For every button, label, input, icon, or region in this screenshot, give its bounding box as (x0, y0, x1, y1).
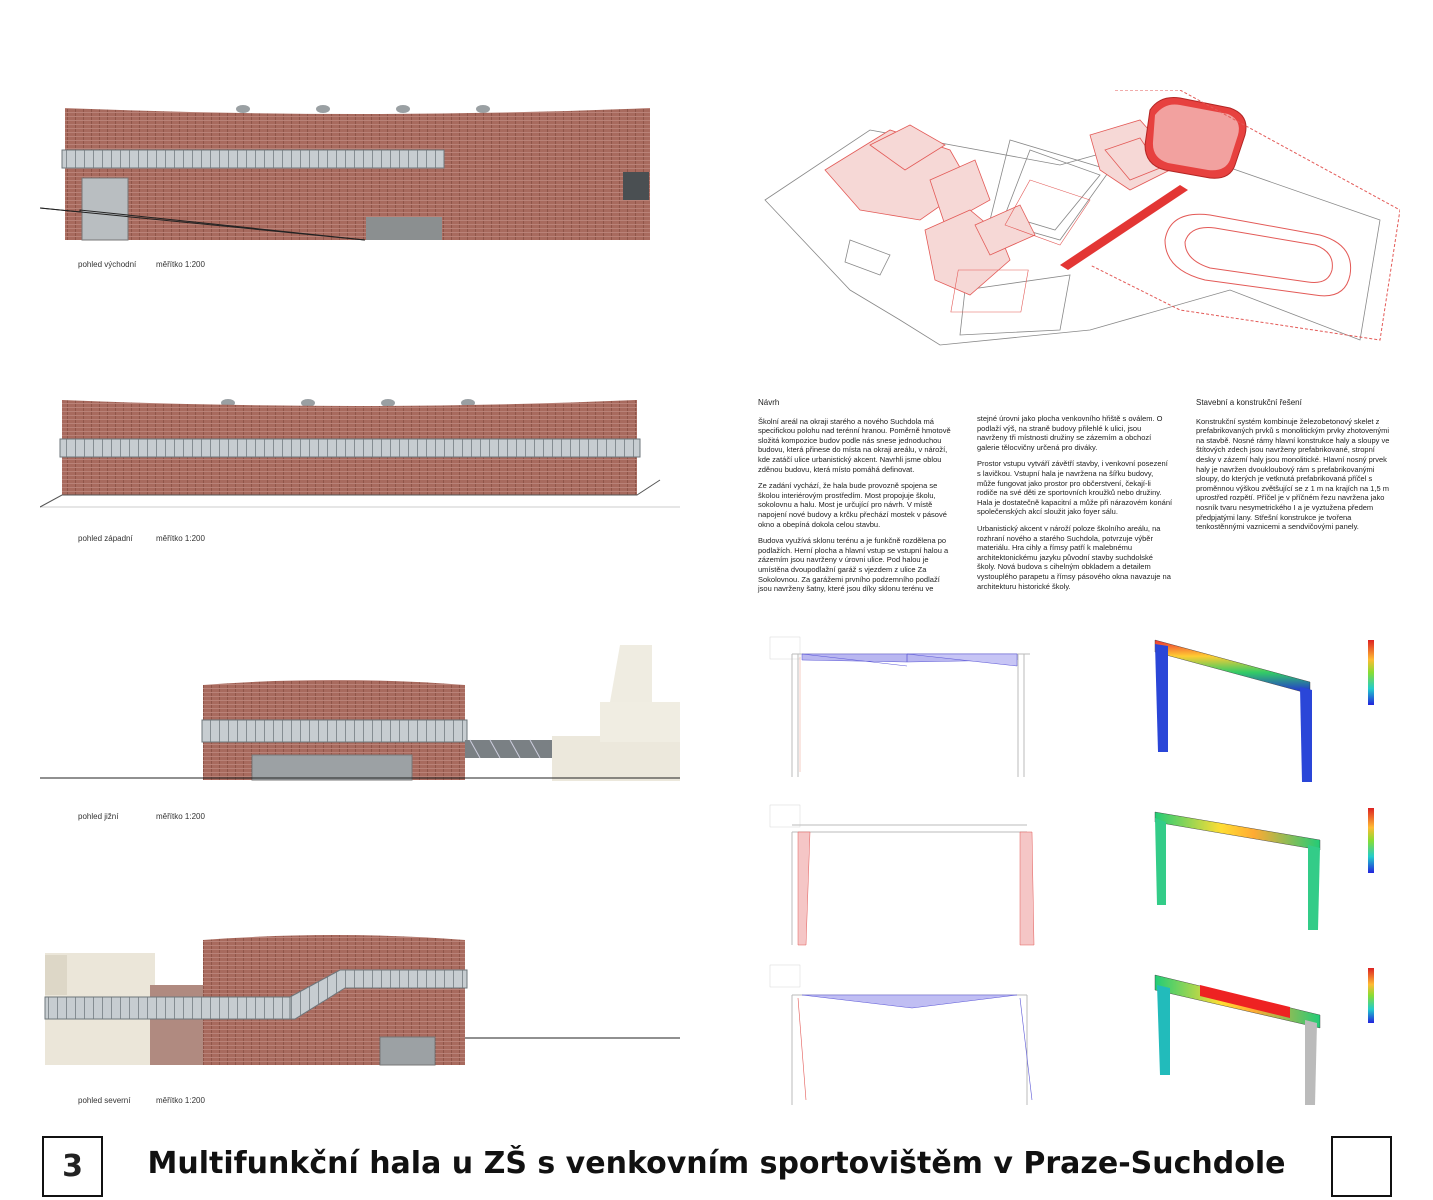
page-number: 3 (62, 1149, 83, 1184)
frame-diagram (762, 960, 1052, 1110)
fem-diagram (1100, 800, 1390, 955)
elevation-west-drawing (40, 395, 680, 510)
elevation-scale: měřítko 1:200 (156, 534, 205, 543)
elevation-east-drawing (40, 100, 680, 245)
elevation-south-drawing (40, 640, 680, 785)
elevation-label: pohled západní (78, 534, 133, 543)
elevation-label: pohled severní (78, 1096, 131, 1105)
paragraph: Konstrukční systém kombinuje železobetonový skelet z prefabrikovaných prvků s monolitickým prvky zhotovenými na stavbě. Nosné rámy hlavní konstrukce haly a sloupy ve štítových zdech jsou navrženy prefabrikované, stropní desky v zázemí haly jsou monolitické. Hlavní nosný prvek haly je navržen dvoukloubový rám s prefabrikovanými sloupy, do kterých je vetknutá prefabrikovaná příčel s proměnnou výškou zvětšující se z 1 m na krajích na 1,5 m uprostřed rozpětí. Příčel je v příčném řezu navržena jako nosník tvaru nesymetrického I a je vyztužena předem předpjatými lany. Střešní konstrukce je tvořena tenkostěnnými vaznicemi a sendvičovými panely. (1196, 416, 1390, 532)
heading-navrh: Návrh (758, 398, 780, 407)
frame-diagram (762, 800, 1052, 950)
elevation-east (40, 100, 680, 245)
paragraph: Prostor vstupu vytváří závětří stavby, i venkovní posezení s lavičkou. Vstupní hala je navržena na šířku budovy, může fungovat jako prostor pro občerstvení, čekají-li rodiče na své děti ze sportovních kroužků nebo družiny. Hala je dostatečně kapacitní a může při nárazovém konání společenských akcí sloužit jako foyer sálu. (977, 459, 1173, 517)
elevation-west (40, 395, 680, 510)
elevation-scale: měřítko 1:200 (156, 812, 205, 821)
text-column-3 (1196, 398, 1392, 539)
elevation-south (40, 640, 680, 785)
structural-frame-moment (762, 632, 1052, 782)
text-column-2 (977, 414, 1173, 598)
heading-stavebni: Stavební a konstrukční řešení (1196, 398, 1302, 407)
empty-box (1331, 1136, 1392, 1197)
fem-result-2 (1100, 800, 1390, 955)
fem-diagram (1100, 960, 1390, 1115)
structural-frame-normal (762, 960, 1052, 1110)
paragraph: Ze zadání vychází, že hala bude provozně spojena se školou interiérovým prostředím. Most propojuje školu, sokolovnu a halu. Most je určující pro návrh. V místě napojení nové budovy a krčku přechází mostek v pásové okno a obepíná dokola celou stavbu. (758, 481, 947, 529)
paragraph: Školní areál na okraji starého a nového Suchdola má specifickou polohu nad terénní hranou. Poměrně hmotově složitá kompozice budov podle nás snese jednoduchou budovu, která přinese do místa na okraji areálu, v nároží, kde zatáčí ulice urbanistický akcent. Navrhli jsme oblou zděnou budovu, která místo pomáhá definovat. (758, 416, 951, 474)
axonometric-site-plan (760, 90, 1400, 360)
elevation-north-drawing (40, 925, 680, 1070)
elevation-label: pohled jižní (78, 812, 119, 821)
fem-result-3 (1100, 960, 1390, 1115)
frame-diagram (762, 632, 1052, 782)
elevation-scale: měřítko 1:200 (156, 260, 205, 269)
paragraph: Urbanistický akcent v nároží poloze školního areálu, na rozhraní nového a starého Suchdola, potvrzuje výběr materiálu. Hra cihly a římsy patří k malebnému architektonickému jazyku původní stavby suchdolské školy. Nová budova s cihelným obkladem a detailem vystouplého parapetu a římsy pásového okna navazuje na architekturu historické školy. (977, 523, 1171, 591)
site-plan-drawing (760, 90, 1400, 360)
fem-result-1 (1100, 632, 1390, 787)
elevation-north (40, 925, 680, 1070)
structural-frame-shear (762, 800, 1052, 950)
paragraph: Budova využívá sklonu terénu a je funkčně rozdělena po podlažích. Herní plocha a hlavní vstup se vstupní halou a zázemím jsou navrženy v úrovni ulice. Pod halou je umístěna dvoupodlažní garáž s vjezdem z ulice Za Sokolovnou. Za garážemi prvního podzemního podlaží jsou navrženy šatny, které jsou díky sklonu terénu ve (758, 536, 949, 594)
elevation-scale: měřítko 1:200 (156, 1096, 205, 1105)
text-column-1 (758, 398, 954, 601)
page-title: Multifunkční hala u ZŠ s venkovním sportovištěm v Praze-Suchdole (147, 1146, 1286, 1181)
elevation-label: pohled východní (78, 260, 137, 269)
fem-diagram (1100, 632, 1390, 787)
paragraph: stejné úrovni jako plocha venkovního hřiště s oválem. O podlaží výš, na straně budovy přilehlé k ulici, jsou navrženy tři místnosti družiny se zázemím a obchozí galerie tělocvičny určená pro diváky. (977, 414, 1163, 452)
